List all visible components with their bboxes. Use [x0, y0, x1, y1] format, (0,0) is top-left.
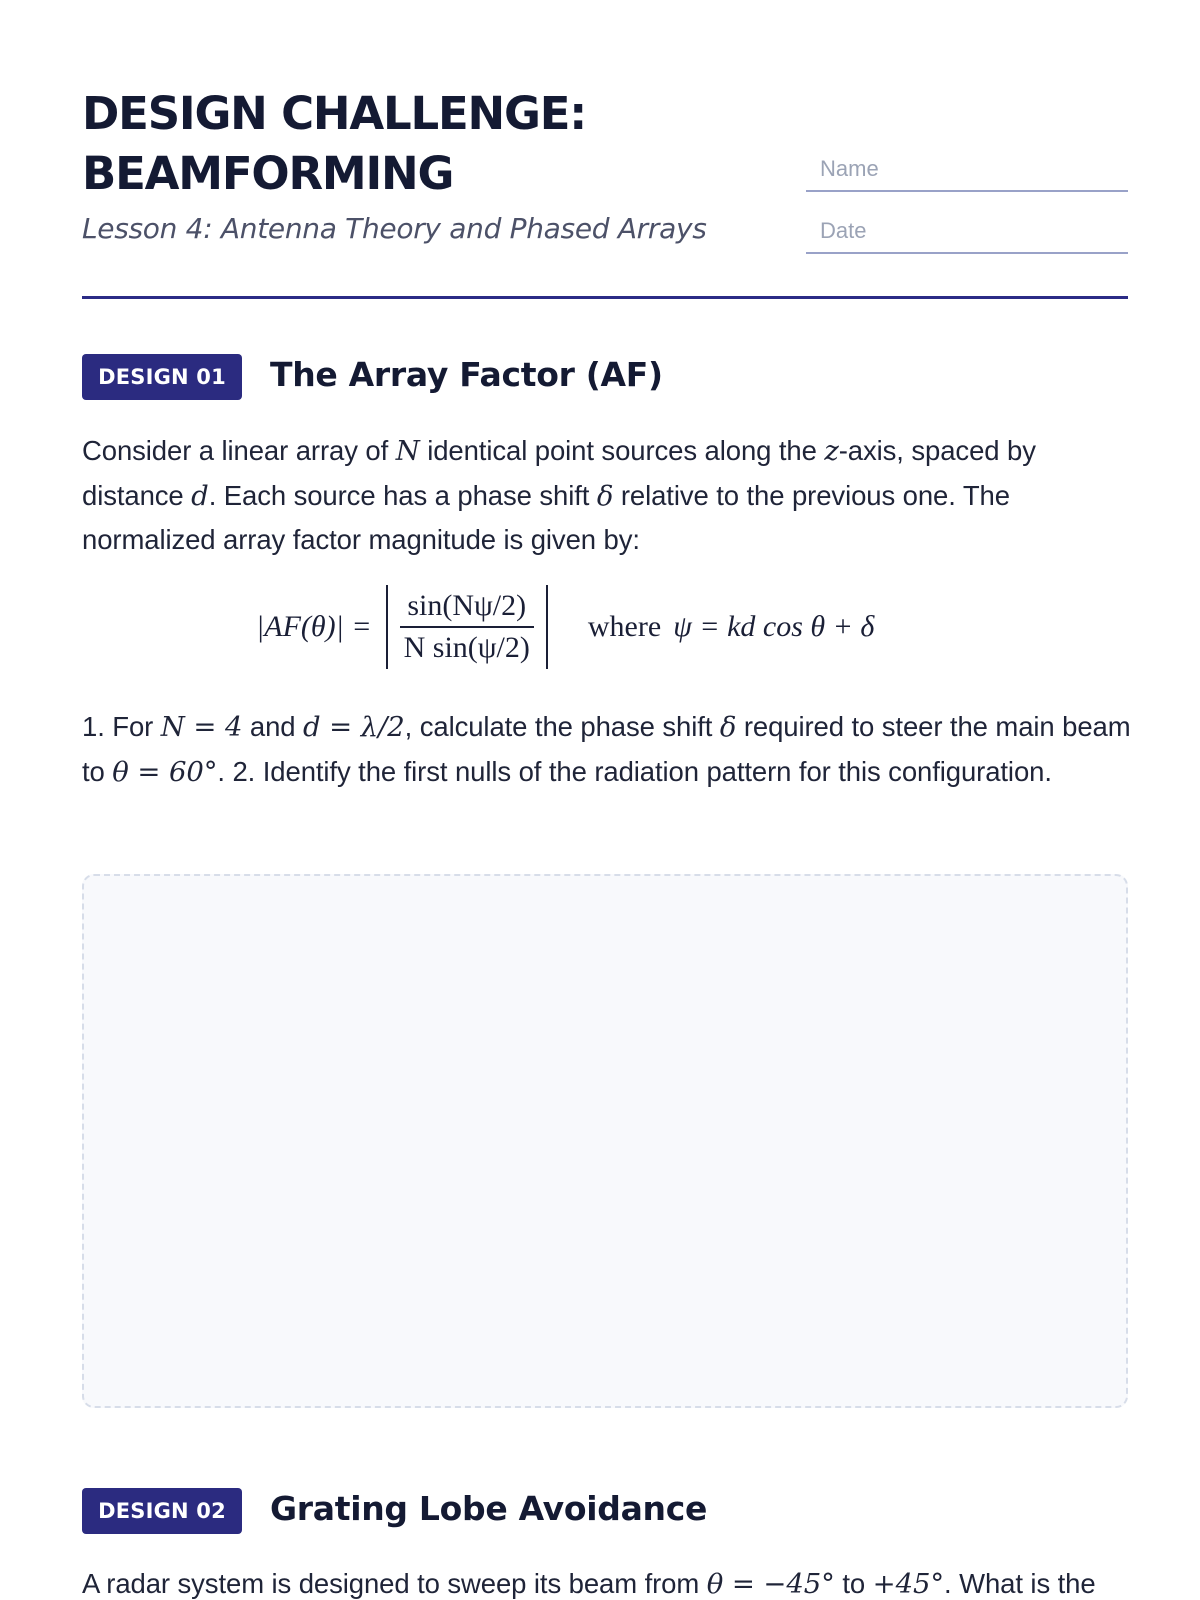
formula-numerator: sin(Nψ/2) [407, 589, 527, 622]
name-field[interactable] [806, 154, 1128, 192]
design-01-answer-area[interactable] [82, 874, 1128, 1408]
title-line-1: DESIGN CHALLENGE: [82, 87, 587, 140]
formula-where: where [587, 610, 662, 643]
design-01-heading: The Array Factor (AF) [270, 355, 663, 394]
abs-bar-right [546, 585, 548, 669]
date-field[interactable] [806, 216, 1128, 254]
formula-denominator: N sin(ψ/2) [400, 626, 534, 665]
abs-bar-left [386, 585, 388, 669]
design-01-badge: DESIGN 01 [82, 354, 242, 400]
formula-lhs: |AF(θ)| = [256, 610, 372, 643]
title-line-2: BEAMFORMING [82, 147, 454, 200]
design-01-intro: Consider a linear array of N identical point sources along the z-axis, spaced by distance d. Each source has a phase shift δ relative to the previous one. The normalized array factor magnitude is given by: [82, 435, 1036, 555]
lesson-subtitle: Lesson 4: Antenna Theory and Phased Arrays [82, 212, 707, 245]
formula-fraction [400, 589, 534, 665]
formula-where-expr: ψ = kd cos θ + δ [673, 610, 875, 643]
design-01-question: 1. For N = 4 and d = λ/2, calculate the phase shift δ required to steer the main beam to θ = 60°. 2. Identify the first nulls of the radiation pattern for this configuration. [82, 711, 1131, 788]
array-factor-formula [256, 584, 874, 670]
design-02-heading: Grating Lobe Avoidance [270, 1489, 708, 1528]
design-02-badge: DESIGN 02 [82, 1488, 242, 1534]
header-divider [82, 296, 1128, 299]
page-title [82, 84, 586, 204]
design-02-intro: A radar system is designed to sweep its beam from θ = −45° to +45°. What is the [82, 1568, 1096, 1600]
